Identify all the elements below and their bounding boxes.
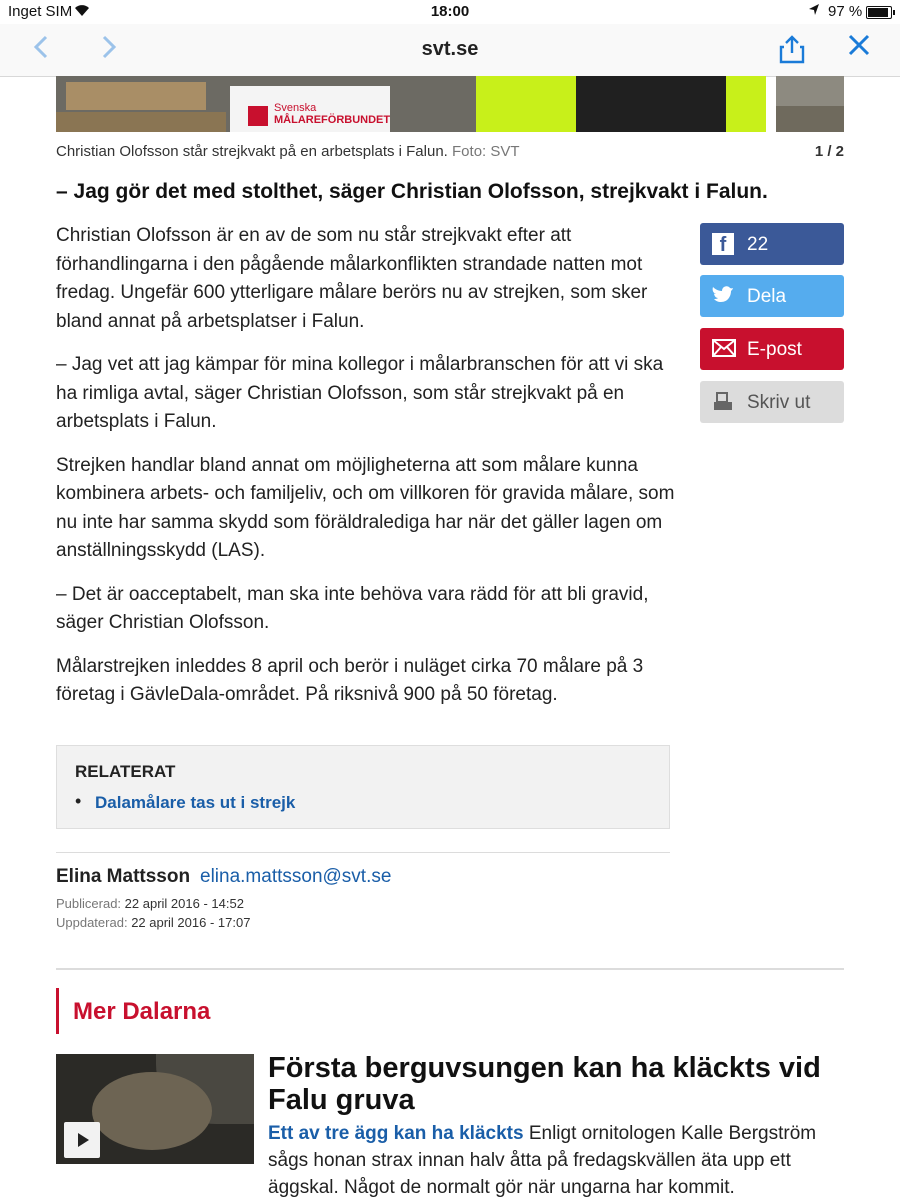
- print-button[interactable]: [700, 381, 844, 423]
- published-label: Publicerad:: [56, 896, 122, 911]
- video-thumbnail[interactable]: [56, 1054, 254, 1164]
- play-icon[interactable]: [64, 1122, 100, 1158]
- facebook-share-button[interactable]: [700, 223, 844, 265]
- paragraph: Christian Olofsson är en av de som nu står strejkvakt efter att förhandlingarna i den pågående målarkonflikten strandade natten mot fredag. Ungefär 600 ytterligare målare berörs nu av strejken, som sker bland annat på arbetsplatser i Falun.: [56, 225, 648, 332]
- malareforbundet-logo-icon: [248, 106, 268, 126]
- teaser-highlight[interactable]: Ett av tre ägg kan ha kläckts: [268, 1123, 524, 1144]
- battery-icon: [866, 6, 892, 19]
- facebook-icon: f: [712, 233, 734, 255]
- paragraph: Målarstrejken inleddes 8 april och berör i nuläget cirka 70 målare på 3 företag i GävleDala-området. På riksnivå 900 på 50 företag.: [56, 655, 644, 705]
- malareforbundet-sign: [230, 86, 390, 132]
- author-email-link[interactable]: elina.mattsson@svt.se: [200, 866, 392, 887]
- printer-icon: [712, 391, 734, 413]
- related-box: [56, 745, 670, 829]
- paragraph: Strejken handlar bland annat om möjligheterna att som målare kunna kombinera arbets- och familjeliv, och om villkoren för gravida målare, som nu inte har samma skydd som föräldralediga har när det gäller lagen om anställningsskydd (LAS).: [56, 454, 675, 561]
- clock: 18:00: [430, 3, 470, 20]
- battery-percent: 97 %: [828, 3, 863, 20]
- email-share-label: E-post: [747, 339, 802, 360]
- updated-date: 22 april 2016 - 17:07: [131, 915, 251, 930]
- photo-credit: Foto: SVT: [452, 143, 520, 160]
- section-title[interactable]: Mer Dalarna: [73, 998, 211, 1025]
- section-header: [56, 988, 211, 1034]
- divider: [56, 852, 670, 853]
- article-body: [56, 222, 676, 725]
- facebook-share-count: 22: [747, 234, 769, 255]
- twitter-share-button[interactable]: [700, 275, 844, 317]
- location-icon: [808, 3, 820, 21]
- worker-vest: [476, 76, 766, 132]
- email-share-button[interactable]: [700, 328, 844, 370]
- thumbnail-owl: [92, 1072, 212, 1150]
- section-divider: [56, 968, 844, 970]
- paragraph: – Jag vet att jag kämpar för mina kollegor i målarbranschen för att vi ska ha rimliga avtal, säger Christian Olofsson, som står strejkvakt på en arbetsplats i Falun.: [56, 354, 664, 432]
- page-domain: svt.se: [421, 38, 479, 60]
- envelope-icon: [712, 338, 734, 360]
- image-caption: [56, 143, 520, 160]
- sign-text-line2: MÅLAREFÖRBUNDET: [274, 114, 391, 126]
- caption-text: Christian Olofsson står strejkvakt på en arbetsplats i Falun.: [56, 143, 448, 160]
- teaser-body: Enligt ornitologen Kalle Bergström sågs honan strax innan halv åtta på fredagskvällen äta upp ett äggskal. Något de normalt gör när ungarna har kommit.: [268, 1123, 817, 1198]
- next-image-preview[interactable]: [776, 76, 844, 132]
- paragraph: – Det är oacceptabelt, man ska inte behöva vara rädd för att bli gravid, säger Christian Olofsson.: [56, 583, 649, 633]
- browser-nav-bar: [0, 24, 900, 77]
- related-heading: RELATERAT: [75, 762, 176, 781]
- related-link[interactable]: Dalamålare tas ut i strejk: [95, 793, 296, 812]
- bullet-icon: •: [75, 791, 82, 811]
- published-line: [56, 896, 244, 911]
- updated-line: [56, 915, 250, 930]
- close-icon[interactable]: [846, 32, 872, 64]
- twitter-share-label: Dela: [747, 286, 787, 307]
- print-label: Skriv ut: [747, 392, 811, 413]
- share-icon[interactable]: [778, 34, 806, 64]
- twitter-icon: [712, 285, 734, 307]
- status-bar: [0, 0, 900, 24]
- author-name: Elina Mattsson: [56, 866, 191, 887]
- article-image[interactable]: [56, 76, 766, 132]
- sign-text-line1: Svenska: [274, 102, 317, 114]
- teaser-title[interactable]: Första berguvsungen kan ha kläckts vid Falu gruva: [268, 1052, 821, 1116]
- image-pager: 1 / 2: [814, 143, 844, 160]
- carrier-label: Inget SIM: [8, 3, 73, 20]
- teaser-text: [268, 1120, 844, 1201]
- published-date: 22 april 2016 - 14:52: [124, 896, 244, 911]
- article-lead: – Jag gör det med stolthet, säger Christian Olofsson, strejkvakt i Falun.: [56, 180, 768, 203]
- updated-label: Uppdaterad:: [56, 915, 128, 930]
